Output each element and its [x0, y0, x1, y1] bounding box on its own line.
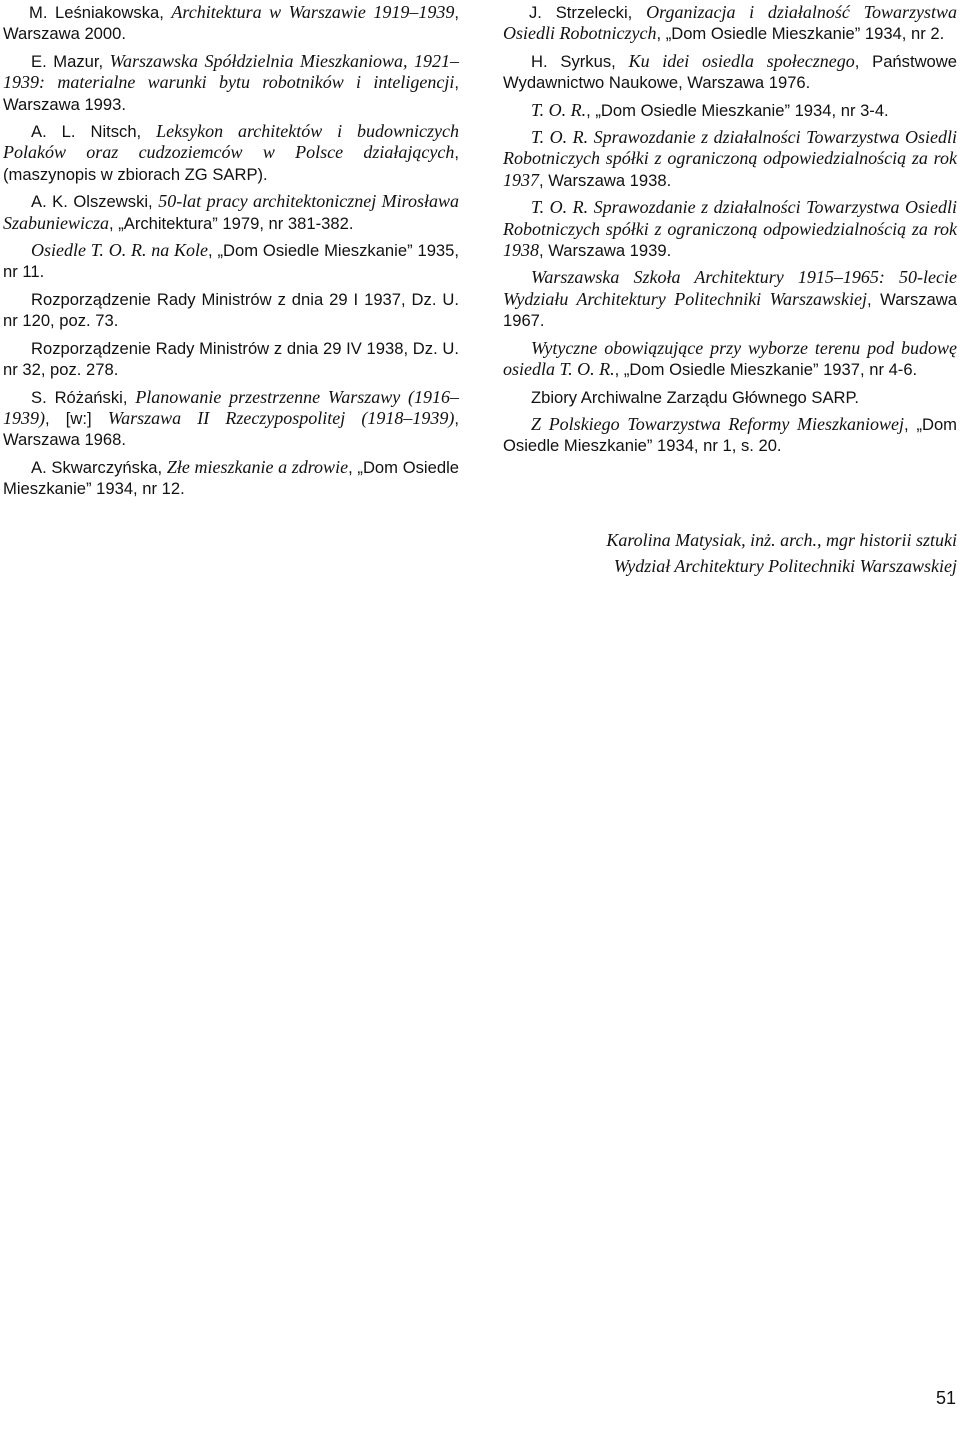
entry-rest: , Warszawa 1967.: [503, 289, 957, 331]
entry-title: Warszawska Spółdzielnia Mieszkaniowa, 1921–1939: materialne warunki bytu robotników i inteligencji: [3, 50, 459, 93]
entry-title: Warszawska Szkoła Architektury 1915–1965: 50-lecie Wydziału Architektury Politechniki Warszawskiej: [503, 267, 957, 309]
entry-text: Rozporządzenie Rady Ministrów z dnia 29 IV 1938, Dz. U. nr 32, poz. 278.: [3, 338, 459, 380]
entry-author: E. Mazur,: [31, 51, 110, 71]
bibliography-entry: [503, 51, 957, 94]
entry-author: M. Leśniakowska,: [29, 3, 172, 22]
entry-rest: , „Dom Osiedle Mieszkanie” 1935, nr 11.: [3, 241, 459, 282]
entry-rest: , [w:]: [45, 408, 108, 428]
entry-title: T. O. R. Sprawozdanie z działalności Towarzystwa Osiedli Robotniczych spółki z ograniczoną odpowiedzialnością za rok 1938: [503, 197, 957, 261]
entry-title: Z Polskiego Towarzystwa Reformy Mieszkaniowej: [531, 413, 905, 434]
entry-title: Złe mieszkanie a zdrowie: [166, 456, 349, 477]
entry-title: Architektura w Warszawie 1919–1939: [171, 2, 455, 22]
entry-author: J. Strzelecki,: [529, 3, 647, 22]
entry-author: A. K. Olszewski,: [31, 192, 159, 212]
entry-title: Ku idei osiedla społecznego: [628, 50, 855, 71]
page-number: 51: [936, 1388, 957, 1408]
entry-rest: , „Dom Osiedle Mieszkanie” 1934, nr 2.: [656, 24, 945, 44]
author-name-line: Karolina Matysiak, inż. arch., mgr historii sztuki: [606, 530, 957, 550]
bibliography-entry: [503, 338, 957, 381]
bibliography-entry: [3, 191, 459, 234]
bibliography-entry: [503, 2, 957, 45]
entry-rest: , „Dom Osiedle Mieszkanie” 1934, nr 3-4.: [586, 100, 889, 120]
entry-title: Warszawa II Rzeczypospolitej (1918–1939): [107, 407, 455, 428]
entry-rest: , Warszawa 1968.: [3, 408, 459, 450]
author-signature: [437, 527, 957, 579]
bibliography-entry: [503, 100, 957, 121]
entry-title: Wytyczne obowiązujące przy wyborze terenu pod budowę osiedla T. O. R.: [503, 337, 957, 380]
entry-rest: , Warszawa 1993.: [3, 73, 459, 114]
entry-author: H. Syrkus,: [531, 51, 629, 71]
entry-rest: , „Dom Osiedle Mieszkanie” 1934, nr 1, s. 20.: [503, 414, 958, 456]
entry-title: Leksykon architektów i budowniczych Polaków oraz cudzoziemców w Polsce działających: [3, 121, 459, 163]
bibliography-entry: [3, 338, 459, 381]
bibliography-entry: [3, 457, 459, 500]
bibliography-entry: [3, 240, 459, 283]
author-affiliation-line: Wydział Architektury Politechniki Warszawskiej: [613, 556, 957, 576]
entry-author: A. Skwarczyńska,: [31, 457, 167, 477]
entry-rest: , Warszawa 2000.: [3, 3, 459, 44]
entry-title: T. O. R. Sprawozdanie z działalności Towarzystwa Osiedli Robotniczych spółki z ograniczoną odpowiedzialnością za rok 1937: [503, 127, 957, 190]
bibliography-left-column: [3, 2, 459, 506]
bibliography-entry: [503, 414, 957, 457]
entry-author: A. L. Nitsch,: [31, 122, 157, 142]
entry-text: Rozporządzenie Rady Ministrów z dnia 29 I 1937, Dz. U. nr 120, poz. 73.: [3, 289, 459, 331]
entry-text: Zbiory Archiwalne Zarządu Głównego SARP.: [531, 387, 860, 407]
entry-title: Organizacja i działalność Towarzystwa Osiedli Robotniczych: [503, 2, 957, 44]
entry-title: 50-lat pracy architektonicznej Mirosława Szabuniewicza: [3, 191, 459, 233]
entry-title: Osiedle T. O. R. na Kole: [31, 240, 208, 261]
entry-rest: , Warszawa 1938.: [539, 170, 672, 190]
bibliography-right-column: [503, 2, 957, 463]
bibliography-entry: [503, 267, 957, 331]
bibliography-entry: [3, 121, 459, 185]
bibliography-entry: [503, 387, 957, 408]
entry-rest: , „Architektura” 1979, nr 381-382.: [109, 213, 354, 233]
bibliography-entry: [3, 289, 459, 332]
entry-author: S. Różański,: [31, 387, 136, 407]
entry-rest: , „Dom Osiedle Mieszkanie” 1937, nr 4-6.: [614, 360, 918, 380]
bibliography-entry: [503, 127, 957, 191]
entry-title: Planowanie przestrzenne Warszawy (1916–1939): [3, 386, 459, 428]
bibliography-entry: [3, 51, 459, 115]
entry-rest: , „Dom Osiedle Mieszkanie” 1934, nr 12.: [3, 457, 459, 499]
bibliography-entry: [3, 387, 459, 451]
entry-title: T. O. R.: [531, 99, 587, 120]
entry-rest: , Państwowe Wydawnictwo Naukowe, Warszawa 1976.: [503, 51, 957, 93]
entry-rest: , (maszynopis w zbiorach ZG SARP).: [3, 143, 459, 184]
entry-rest: , Warszawa 1939.: [539, 241, 672, 261]
bibliography-entry: [503, 197, 957, 261]
bibliography-entry: [3, 2, 459, 45]
